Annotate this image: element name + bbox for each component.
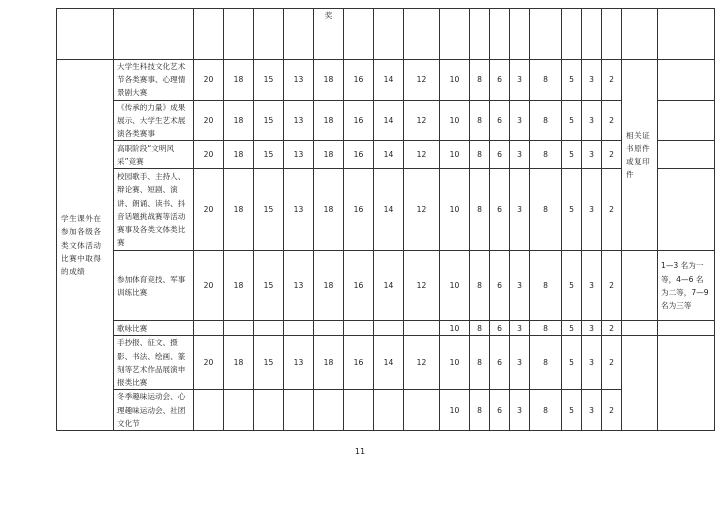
- score-cell: 3: [510, 100, 530, 141]
- score-cell: 18: [314, 336, 344, 390]
- score-cell: 3: [582, 100, 602, 141]
- score-cell: [224, 321, 254, 336]
- score-cell: 3: [510, 390, 530, 431]
- score-cell: 3: [510, 336, 530, 390]
- header-cell: [57, 9, 114, 60]
- score-cell: 5: [562, 100, 582, 141]
- header-cell: [344, 9, 374, 60]
- table-row: [57, 251, 715, 321]
- score-cell: 5: [562, 336, 582, 390]
- event-name-cell: 高职阶段“文明风采”竞赛: [114, 141, 194, 169]
- score-cell: [194, 321, 224, 336]
- score-cell: [224, 390, 254, 431]
- note-cell: [658, 321, 715, 336]
- score-cell: 8: [530, 336, 562, 390]
- score-cell: 8: [530, 100, 562, 141]
- score-cell: [344, 390, 374, 431]
- score-cell: 5: [562, 321, 582, 336]
- note-cell: [658, 100, 715, 141]
- score-cell: 13: [284, 169, 314, 251]
- score-cell: 8: [470, 141, 490, 169]
- score-cell: 2: [602, 251, 622, 321]
- page-number: 11: [354, 447, 366, 456]
- score-cell: 6: [490, 336, 510, 390]
- score-cell: 5: [562, 169, 582, 251]
- note-cell: [658, 169, 715, 251]
- event-name-cell: 校园歌手、主持人、辩论赛、短剧、演讲、朗诵、读书、抖音话题挑战赛等活动赛事及各类文体类比赛: [114, 169, 194, 251]
- score-cell: 15: [254, 336, 284, 390]
- event-name-cell: 大学生科技文化艺术节各类赛事、心理情景剧大赛: [114, 60, 194, 101]
- header-cell: [470, 9, 490, 60]
- score-cell: 18: [224, 251, 254, 321]
- score-cell: 18: [224, 336, 254, 390]
- score-cell: 3: [582, 169, 602, 251]
- score-cell: 5: [562, 390, 582, 431]
- score-cell: [404, 321, 440, 336]
- table-body: [57, 9, 715, 431]
- score-cell: 13: [284, 60, 314, 101]
- score-cell: 18: [224, 169, 254, 251]
- note-cell: [658, 141, 715, 169]
- score-cell: 13: [284, 336, 314, 390]
- score-cell: 8: [530, 141, 562, 169]
- award-note-cell: 1—3 名为一等，4—6 名为二等，7—9 名为三等: [658, 251, 715, 321]
- header-cell: [582, 9, 602, 60]
- score-cell: 8: [470, 251, 490, 321]
- score-cell: 6: [490, 390, 510, 431]
- score-cell: 18: [314, 141, 344, 169]
- score-cell: 10: [440, 169, 470, 251]
- evidence-cell: [622, 321, 658, 336]
- score-cell: 2: [602, 321, 622, 336]
- evidence-cell: [622, 251, 658, 321]
- score-cell: 3: [510, 60, 530, 101]
- score-cell: 3: [582, 251, 602, 321]
- evidence-cell: [622, 336, 658, 431]
- score-cell: 15: [254, 169, 284, 251]
- score-cell: 12: [404, 251, 440, 321]
- score-cell: 20: [194, 169, 224, 251]
- score-cell: 8: [470, 336, 490, 390]
- header-cell: [284, 9, 314, 60]
- score-cell: [314, 321, 344, 336]
- score-cell: 2: [602, 100, 622, 141]
- score-cell: 6: [490, 251, 510, 321]
- score-cell: 13: [284, 251, 314, 321]
- header-cell: [374, 9, 404, 60]
- table-row: [57, 336, 715, 390]
- score-cell: 2: [602, 390, 622, 431]
- score-cell: 18: [314, 169, 344, 251]
- score-cell: [404, 390, 440, 431]
- score-cell: 3: [582, 336, 602, 390]
- score-cell: 12: [404, 169, 440, 251]
- score-cell: [254, 321, 284, 336]
- score-cell: [374, 321, 404, 336]
- score-cell: [254, 390, 284, 431]
- event-name-cell: 参加体育竞技、军事训练比赛: [114, 251, 194, 321]
- score-cell: 6: [490, 60, 510, 101]
- score-cell: 18: [314, 100, 344, 141]
- score-cell: 8: [470, 321, 490, 336]
- score-cell: 12: [404, 336, 440, 390]
- header-cell: [404, 9, 440, 60]
- category-cell: 学生课外在参加各级各类文体活动比赛中取得的成绩: [57, 60, 114, 431]
- header-cell: [194, 9, 224, 60]
- score-cell: 10: [440, 100, 470, 141]
- header-cell: [622, 9, 658, 60]
- score-cell: 10: [440, 60, 470, 101]
- score-cell: 8: [530, 390, 562, 431]
- note-cell: [658, 60, 715, 101]
- score-cell: 8: [470, 169, 490, 251]
- score-cell: 20: [194, 100, 224, 141]
- table-header-row: [57, 9, 715, 60]
- score-cell: 16: [344, 169, 374, 251]
- score-cell: 18: [224, 60, 254, 101]
- score-cell: 16: [344, 100, 374, 141]
- header-cell: [562, 9, 582, 60]
- score-cell: 15: [254, 100, 284, 141]
- score-cell: 2: [602, 60, 622, 101]
- score-cell: 12: [404, 100, 440, 141]
- score-cell: 10: [440, 141, 470, 169]
- note-cell: [658, 336, 715, 431]
- score-cell: 3: [582, 141, 602, 169]
- header-cell: [510, 9, 530, 60]
- score-cell: 16: [344, 251, 374, 321]
- score-cell: 16: [344, 141, 374, 169]
- table-row: [57, 100, 715, 141]
- score-cell: 10: [440, 336, 470, 390]
- table-row: [57, 390, 715, 431]
- score-cell: 14: [374, 169, 404, 251]
- score-cell: 14: [374, 336, 404, 390]
- header-cell: [658, 9, 715, 60]
- score-cell: 20: [194, 336, 224, 390]
- score-cell: 8: [470, 60, 490, 101]
- score-cell: 15: [254, 251, 284, 321]
- evidence-note-cell: 相关证书原件或复印件: [622, 60, 658, 251]
- score-cell: 3: [510, 251, 530, 321]
- event-name-cell: 歌咏比赛: [114, 321, 194, 336]
- event-name-cell: 冬季趣味运动会、心理趣味运动会、社团文化节: [114, 390, 194, 431]
- score-cell: 15: [254, 141, 284, 169]
- score-cell: 14: [374, 100, 404, 141]
- header-cell: [114, 9, 194, 60]
- score-cell: 2: [602, 336, 622, 390]
- score-cell: 3: [510, 321, 530, 336]
- score-cell: 14: [374, 251, 404, 321]
- score-cell: [374, 390, 404, 431]
- score-cell: 14: [374, 141, 404, 169]
- score-cell: 16: [344, 60, 374, 101]
- score-cell: [194, 390, 224, 431]
- score-cell: [284, 321, 314, 336]
- header-cell: [440, 9, 470, 60]
- score-cell: 10: [440, 390, 470, 431]
- header-fragment: 奖: [314, 9, 344, 60]
- score-cell: 8: [470, 390, 490, 431]
- header-cell: [530, 9, 562, 60]
- event-name-cell: 《传承的力量》成果展示、大学生艺术展演各类赛事: [114, 100, 194, 141]
- score-cell: 12: [404, 60, 440, 101]
- score-cell: 20: [194, 141, 224, 169]
- header-cell: [490, 9, 510, 60]
- score-cell: 2: [602, 169, 622, 251]
- score-table: [56, 8, 715, 431]
- score-cell: 18: [314, 251, 344, 321]
- header-cell: [602, 9, 622, 60]
- score-cell: 13: [284, 141, 314, 169]
- score-cell: 12: [404, 141, 440, 169]
- score-cell: [314, 390, 344, 431]
- score-cell: 18: [224, 100, 254, 141]
- event-name-cell: 手抄报、征文、摄影、书法、绘画、篆刻等艺术作品展演申报类比赛: [114, 336, 194, 390]
- table-row: [57, 169, 715, 251]
- score-cell: 18: [314, 60, 344, 101]
- score-cell: 20: [194, 60, 224, 101]
- score-cell: 3: [582, 321, 602, 336]
- score-cell: 13: [284, 100, 314, 141]
- score-cell: 16: [344, 336, 374, 390]
- score-cell: 3: [510, 141, 530, 169]
- score-cell: 10: [440, 251, 470, 321]
- table-row: [57, 141, 715, 169]
- score-cell: 10: [440, 321, 470, 336]
- score-cell: 20: [194, 251, 224, 321]
- header-cell: [254, 9, 284, 60]
- score-cell: [344, 321, 374, 336]
- score-cell: 8: [530, 321, 562, 336]
- score-cell: 6: [490, 321, 510, 336]
- score-cell: 5: [562, 251, 582, 321]
- score-cell: 3: [582, 60, 602, 101]
- table-row: [57, 321, 715, 336]
- score-cell: 5: [562, 60, 582, 101]
- score-cell: 8: [530, 251, 562, 321]
- score-cell: 3: [582, 390, 602, 431]
- score-cell: 8: [470, 100, 490, 141]
- score-cell: 6: [490, 169, 510, 251]
- score-cell: 15: [254, 60, 284, 101]
- score-cell: 5: [562, 141, 582, 169]
- header-cell: [224, 9, 254, 60]
- score-cell: 6: [490, 141, 510, 169]
- score-cell: 8: [530, 60, 562, 101]
- score-cell: 2: [602, 141, 622, 169]
- table-row: [57, 60, 715, 101]
- score-cell: 8: [530, 169, 562, 251]
- score-cell: 3: [510, 169, 530, 251]
- score-cell: 14: [374, 60, 404, 101]
- score-cell: 18: [224, 141, 254, 169]
- score-cell: [284, 390, 314, 431]
- score-cell: 6: [490, 100, 510, 141]
